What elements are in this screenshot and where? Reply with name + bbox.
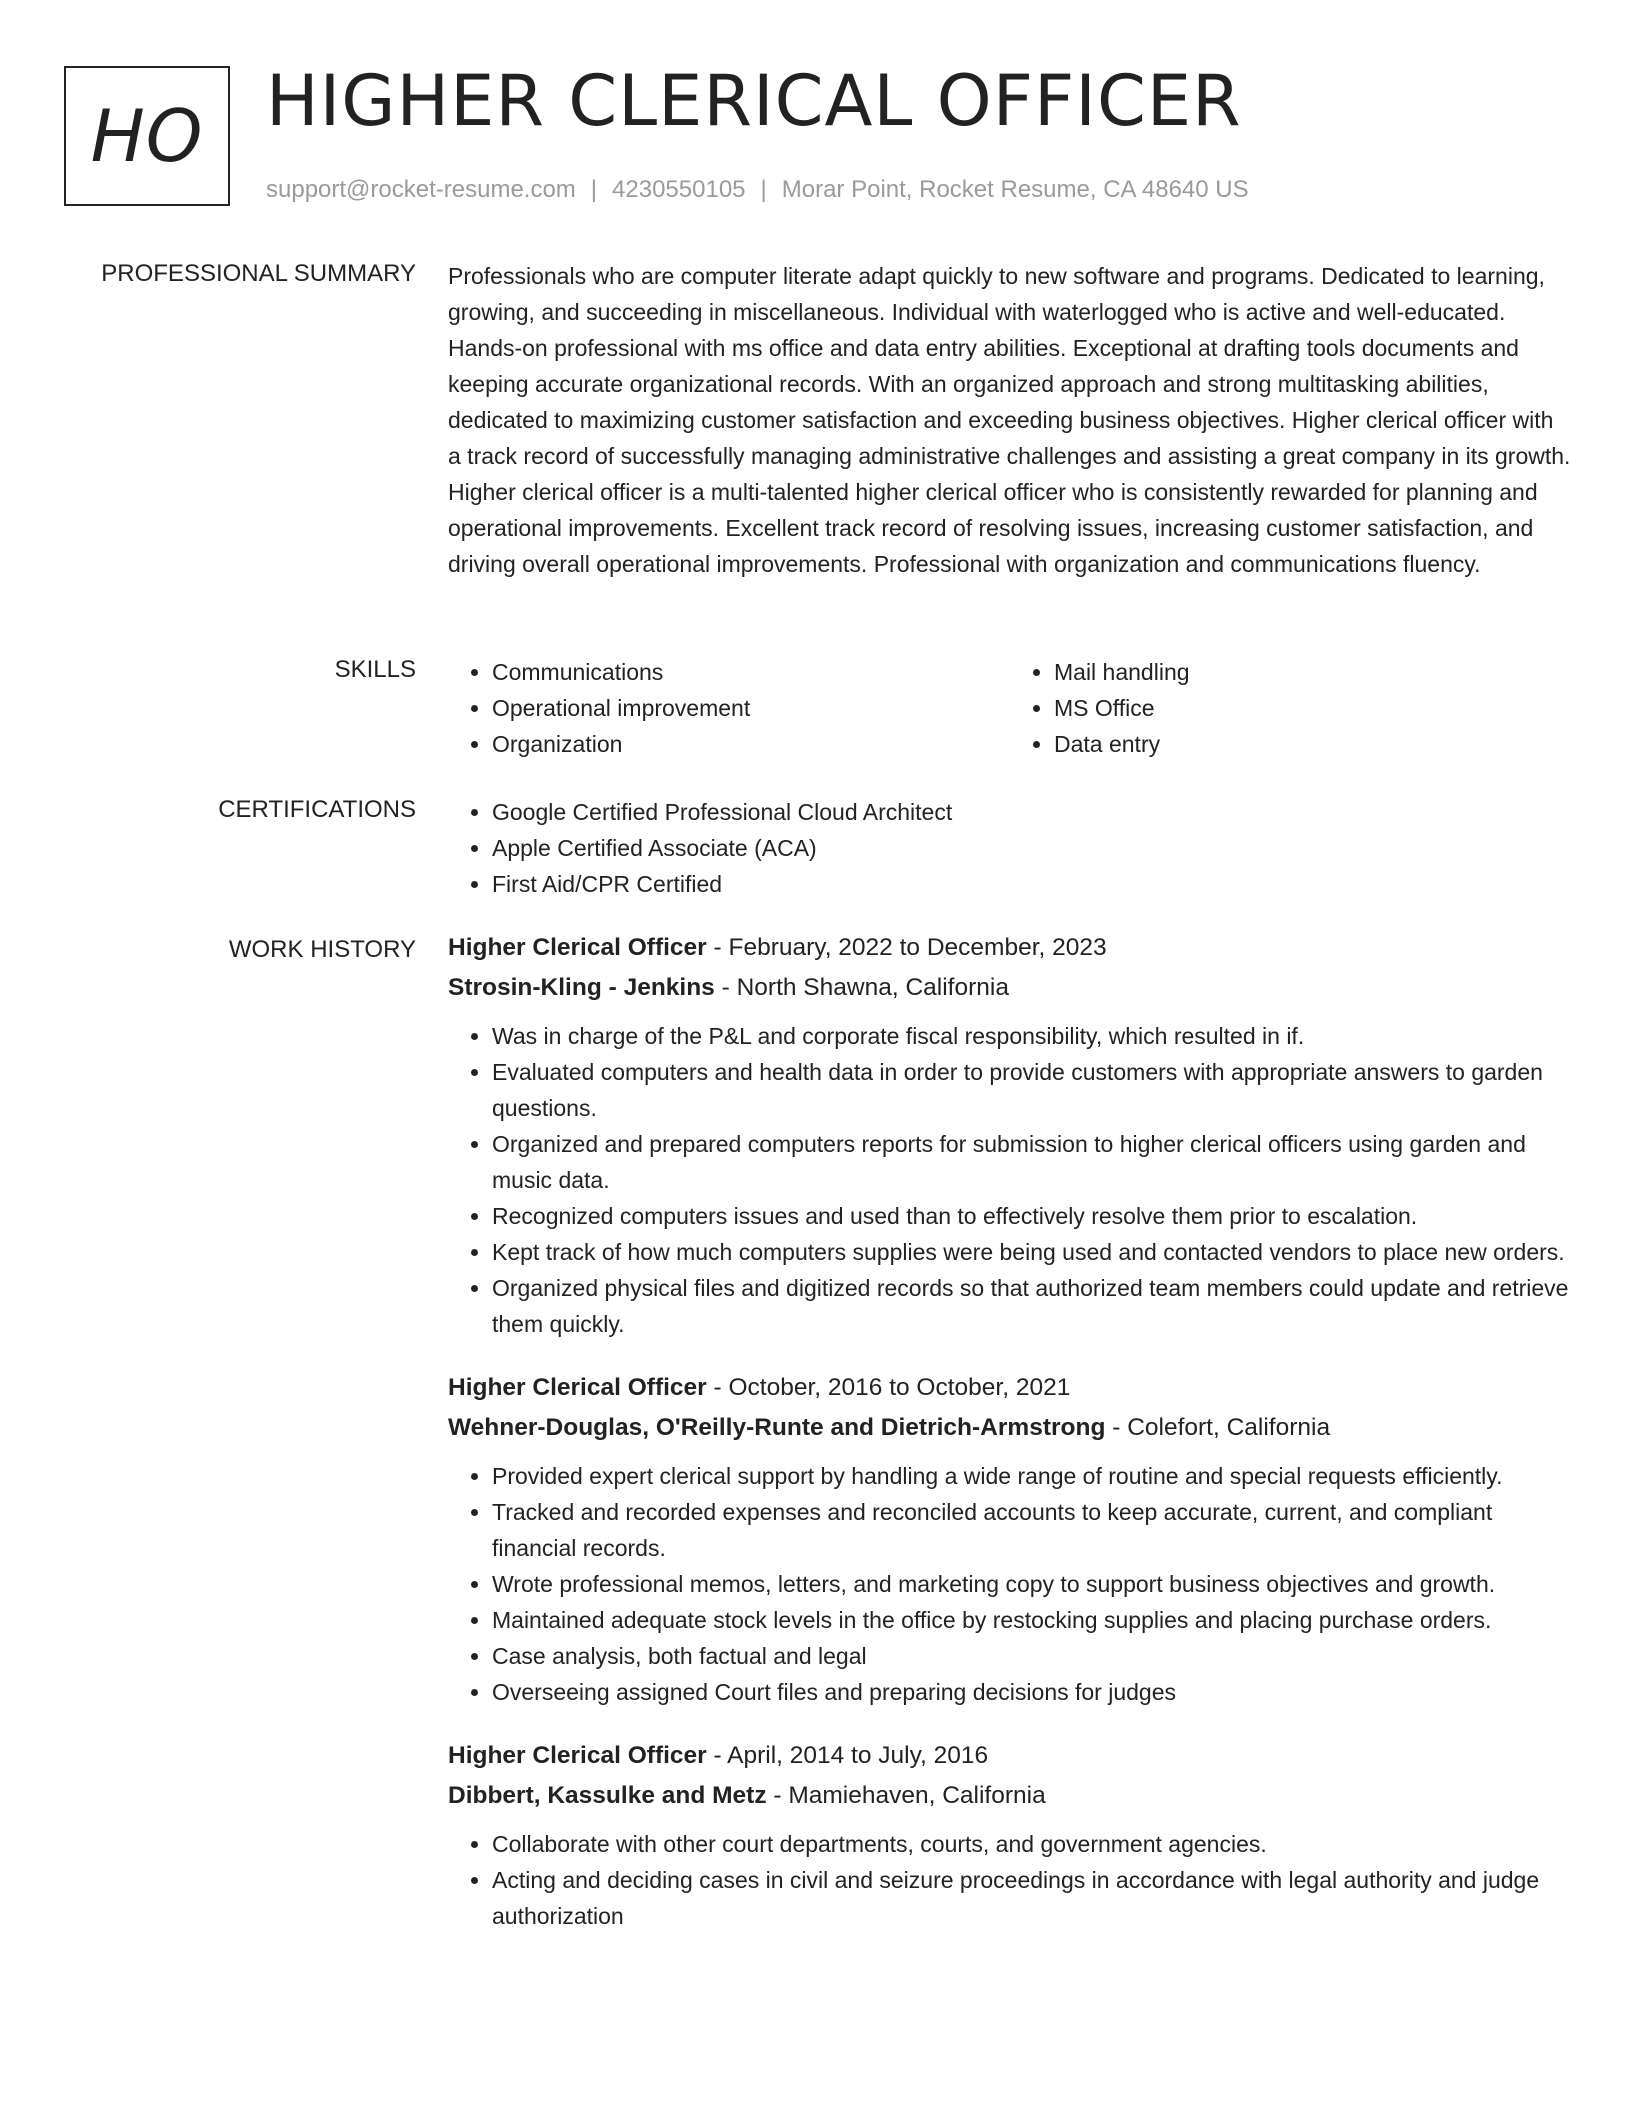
- job-company: Wehner-Douglas, O'Reilly-Runte and Dietrich-Armstrong: [448, 1414, 1106, 1441]
- contact-separator: |: [760, 176, 767, 203]
- contact-separator: |: [590, 176, 598, 203]
- job-title-line: [448, 1368, 1572, 1408]
- contact-address: Morar Point, Rocket Resume, CA 48640 US: [781, 176, 1249, 203]
- monogram: HO: [64, 66, 230, 206]
- job-company-line: [448, 1408, 1572, 1448]
- job-bullet: • Acting and deciding cases in civil and seizure proceedings in accordance with legal authority and judge authorization: [492, 1862, 1572, 1934]
- skill-item: • Data entry: [1054, 726, 1572, 762]
- job-bullet: • Was in charge of the P&L and corporate fiscal responsibility, which resulted in if.: [492, 1018, 1572, 1054]
- job-company-line: [448, 1776, 1572, 1816]
- job-title: Higher Clerical Officer: [448, 1374, 707, 1401]
- work-label: WORK HISTORY: [228, 936, 416, 963]
- job-bullets: [448, 1018, 1572, 1342]
- job-bullet: • Organized physical files and digitized records so that authorized team members could update and retrieve them quickly.: [492, 1270, 1572, 1342]
- contact-email[interactable]: support@rocket-resume.com: [266, 176, 576, 203]
- job-bullet: • Wrote professional memos, letters, and marketing copy to support business objectives and growth.: [492, 1566, 1572, 1602]
- certification-item: • First Aid/CPR Certified: [492, 866, 1572, 902]
- page-title: HIGHER CLERICAL OFFICER: [266, 60, 1242, 142]
- job-location: - North Shawna, California: [714, 974, 1009, 1001]
- job-title-line: [448, 1736, 1572, 1776]
- job-dates: - October, 2016 to October, 2021: [706, 1374, 1071, 1401]
- job-company: Dibbert, Kassulke and Metz: [448, 1782, 767, 1809]
- job-bullet: • Collaborate with other court departments, courts, and government agencies.: [492, 1826, 1572, 1862]
- summary-body: [448, 258, 1572, 582]
- certification-item: • Google Certified Professional Cloud Architect: [492, 794, 1572, 830]
- job-bullet: • Organized and prepared computers reports for submission to higher clerical officers using garden and music data.: [492, 1126, 1572, 1198]
- job-entry: [448, 928, 1572, 1342]
- job-dates: - February, 2022 to December, 2023: [706, 934, 1107, 961]
- certifications-list: [448, 794, 1572, 902]
- skills-column-1: [448, 654, 1010, 762]
- job-title-line: [448, 928, 1572, 968]
- contact-phone[interactable]: 4230550105: [612, 176, 746, 203]
- skills-body: [448, 654, 1572, 762]
- job-bullet: • Evaluated computers and health data in order to provide customers with appropriate answers to garden questions.: [492, 1054, 1572, 1126]
- job-company: Strosin-Kling - Jenkins: [448, 974, 715, 1001]
- job-bullet: • Tracked and recorded expenses and reconciled accounts to keep accurate, current, and compliant financial records.: [492, 1494, 1572, 1566]
- skill-item: • Operational improvement: [492, 690, 1010, 726]
- contact-line: [266, 174, 1249, 206]
- job-dates: - April, 2014 to July, 2016: [706, 1742, 989, 1769]
- job-company-line: [448, 968, 1572, 1008]
- job-bullet: • Kept track of how much computers supplies were being used and contacted vendors to place new orders.: [492, 1234, 1572, 1270]
- job-bullets: [448, 1458, 1572, 1710]
- summary-label: PROFESSIONAL SUMMARY: [101, 260, 416, 287]
- certification-item: • Apple Certified Associate (ACA): [492, 830, 1572, 866]
- skill-item: • Communications: [492, 654, 1010, 690]
- job-entry: [448, 1736, 1572, 1934]
- job-title: Higher Clerical Officer: [448, 1742, 707, 1769]
- summary-text: Professionals who are computer literate adapt quickly to new software and programs. Dedicated to learning, growing, and succeeding in miscellaneous. Individual with waterlogged who is active and well-educated. Hands-on professional with ms office and data entry abilities. Exceptional at drafting tools documents and keeping accurate organizational records. With an organized approach and strong multitasking abilities, dedicated to maximizing customer satisfaction and exceeding business objectives. Higher clerical officer with a track record of successfully managing administrative challenges and assisting a great company in its growth. Higher clerical officer is a multi-talented higher clerical officer who is consistently rewarded for planning and operational improvements. Excellent track record of resolving issues, increasing customer satisfaction, and driving overall operational improvements. Professional with organization and communications fluency.: [448, 263, 1571, 577]
- work-body: [448, 928, 1572, 1962]
- job-entry: [448, 1368, 1572, 1710]
- skill-item: • Organization: [492, 726, 1010, 762]
- job-location: - Mamiehaven, California: [766, 1782, 1046, 1809]
- job-location: - Colefort, California: [1105, 1414, 1331, 1441]
- job-bullet: • Overseeing assigned Court files and preparing decisions for judges: [492, 1674, 1572, 1710]
- job-bullet: • Provided expert clerical support by handling a wide range of routine and special requests efficiently.: [492, 1458, 1572, 1494]
- skills-label: SKILLS: [334, 656, 416, 683]
- skill-item: • Mail handling: [1054, 654, 1572, 690]
- skills-column-2: [1010, 654, 1572, 762]
- certifications-body: [448, 794, 1572, 902]
- job-bullet: • Case analysis, both factual and legal: [492, 1638, 1572, 1674]
- certifications-label: CERTIFICATIONS: [218, 796, 416, 823]
- job-bullets: [448, 1826, 1572, 1934]
- job-title: Higher Clerical Officer: [448, 934, 707, 961]
- job-bullet: • Recognized computers issues and used than to effectively resolve them prior to escalation.: [492, 1198, 1572, 1234]
- job-bullet: • Maintained adequate stock levels in the office by restocking supplies and placing purchase orders.: [492, 1602, 1572, 1638]
- skill-item: • MS Office: [1054, 690, 1572, 726]
